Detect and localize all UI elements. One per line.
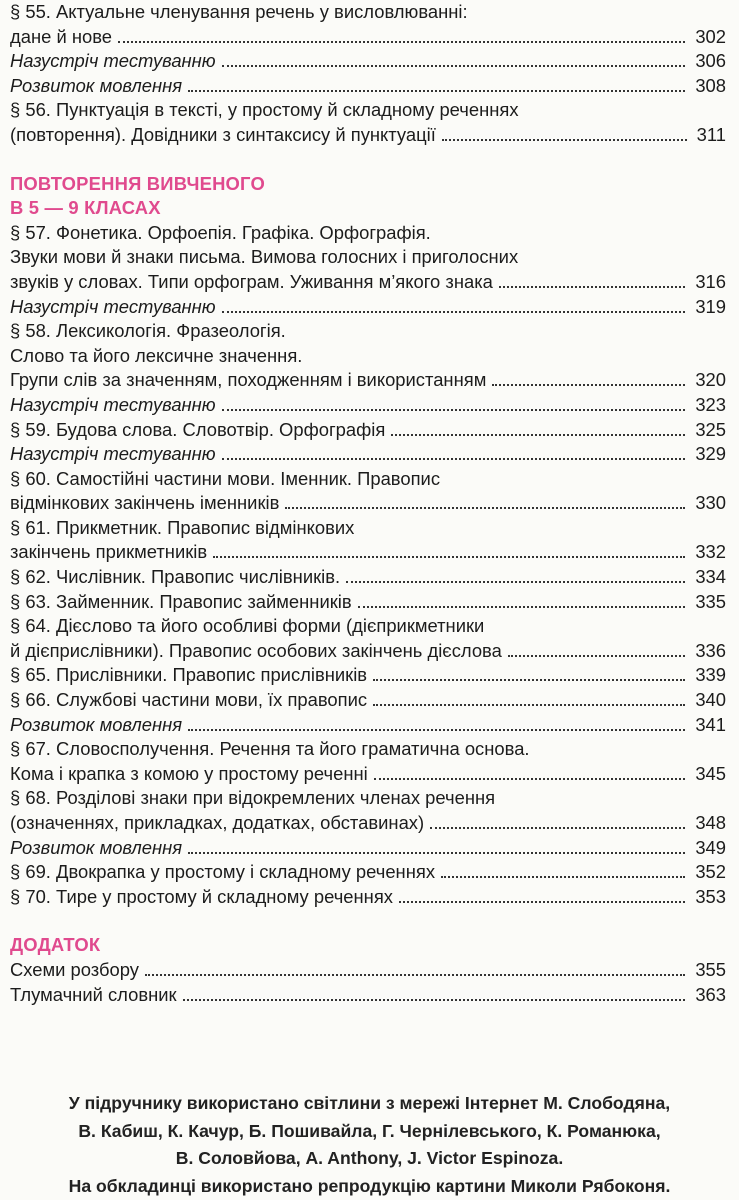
toc-entry-page: 329 <box>695 443 726 465</box>
dot-leader <box>499 285 685 288</box>
dot-leader <box>222 408 686 411</box>
toc-entry-title: § 64. Дієслово та його особливі форми (дієприкметники <box>10 615 485 637</box>
dot-leader <box>373 678 685 681</box>
toc-entry-title: дане й нове <box>10 25 113 47</box>
toc-entry-title: § 63. Займенник. Правопис займенників <box>10 590 352 612</box>
dot-leader <box>508 654 685 657</box>
credits-line: У підручнику використано світлини з мережі Інтернет М. Слободяна, <box>68 1093 671 1113</box>
toc-entry-page: 319 <box>695 295 726 317</box>
dot-leader <box>222 457 686 460</box>
toc-entry <box>10 688 726 713</box>
dot-leader <box>441 875 685 878</box>
toc-entry-page: 352 <box>695 861 726 883</box>
toc-entry-page: 311 <box>696 123 726 145</box>
table-of-contents <box>10 0 726 1007</box>
toc-entry-page: 320 <box>695 369 726 391</box>
dot-leader <box>285 506 685 509</box>
toc-entry-title: звуків у словах. Типи орфограм. Уживання м’якого знака <box>10 270 493 292</box>
toc-entry <box>10 270 726 295</box>
toc-appendix-list <box>10 958 726 1007</box>
toc-entry-title: Назустріч тестуванню <box>10 295 216 317</box>
toc-entry-title: § 60. Самостійні частини мови. Іменник. Правопис <box>10 467 441 489</box>
toc-entry-page: 348 <box>695 812 726 833</box>
toc-entry-page: 323 <box>695 393 726 415</box>
toc-entry <box>10 885 726 910</box>
toc-entry <box>10 123 726 148</box>
toc-entry <box>10 811 726 836</box>
toc-entry <box>10 565 726 590</box>
toc-entry-title: Розвиток мовлення <box>10 74 183 96</box>
toc-entry <box>10 983 726 1008</box>
dot-leader <box>373 703 685 706</box>
toc-entry-title: § 65. Прислівники. Правопис прислівників <box>10 664 368 686</box>
toc-entry <box>10 713 726 738</box>
section-heading-appendix: ДОДАТОК <box>10 934 101 956</box>
dot-leader <box>188 728 685 731</box>
dot-leader <box>145 973 685 976</box>
toc-entry <box>10 245 726 270</box>
toc-entry-title: Групи слів за значенням, походженням і використанням <box>10 369 487 391</box>
toc-entry-title: § 59. Будова слова. Словотвір. Орфографія <box>10 418 386 440</box>
photo-credits <box>0 1090 739 1200</box>
toc-entry <box>10 344 726 369</box>
dot-leader <box>188 89 685 92</box>
credits-line: В. Кабиш, К. Качур, Б. Пошивайла, Г. Чернілевського, К. Романюка, <box>78 1120 661 1141</box>
toc-entry <box>10 319 726 344</box>
toc-entry-page: 308 <box>695 74 726 96</box>
toc-entry <box>10 295 726 320</box>
dot-leader <box>358 605 686 608</box>
toc-entry <box>10 639 726 664</box>
dot-leader <box>442 138 687 141</box>
toc-entry-title: й дієприслівники). Правопис особових закінчень дієслова <box>10 639 502 661</box>
toc-entry-page: 340 <box>695 689 726 711</box>
section-heading-review-line2: В 5 — 9 КЛАСАХ <box>10 197 161 219</box>
toc-entry-page: 345 <box>695 762 726 784</box>
toc-entry-title: § 57. Фонетика. Орфоепія. Графіка. Орфографія. <box>10 221 431 243</box>
dot-leader <box>188 851 685 854</box>
credits-line: В. Соловйова, A. Anthony, J. Victor Espinoza. <box>175 1148 564 1168</box>
toc-entry-title: закінчень прикметників <box>10 541 208 563</box>
dot-leader <box>391 433 685 436</box>
toc-entry-title: (означеннях, прикладках, додатках, обставинах) <box>10 812 425 833</box>
dot-leader <box>492 383 685 386</box>
toc-entry-title: Тлумачний словник <box>10 983 177 1005</box>
toc-entry-title: § 66. Службові частини мови, їх правопис <box>10 689 368 711</box>
toc-entry-page: 325 <box>695 418 726 440</box>
toc-entry <box>10 614 726 639</box>
toc-entry-page: 353 <box>695 885 726 907</box>
toc-entry-title: Назустріч тестуванню <box>10 443 216 465</box>
toc-entry <box>10 25 726 50</box>
toc-entry-page: 330 <box>695 492 726 514</box>
toc-entry <box>10 491 726 516</box>
toc-entry-page: 336 <box>695 639 726 661</box>
toc-entry-page: 332 <box>695 541 726 563</box>
toc-entry <box>10 540 726 565</box>
toc-entry <box>10 49 726 74</box>
toc-entry <box>10 590 726 615</box>
toc-entry <box>10 442 726 467</box>
toc-entry-page: 349 <box>695 836 726 858</box>
dot-leader <box>222 310 686 313</box>
toc-entry <box>10 860 726 885</box>
toc-entry-title: (повторення). Довідники з синтаксису й пунктуації <box>10 123 436 145</box>
toc-entry-page: 363 <box>695 983 726 1005</box>
toc-entry-title: Кома і крапка з комою у простому реченні <box>10 762 368 784</box>
dot-leader <box>374 777 686 780</box>
toc-entry-title: § 68. Розділові знаки при відокремлених членах речення <box>10 787 496 809</box>
toc-entry <box>10 663 726 688</box>
dot-leader <box>399 900 685 903</box>
toc-entry-title: відмінкових закінчень іменників <box>10 492 280 514</box>
dot-leader <box>213 555 685 558</box>
toc-entry-page: 355 <box>695 958 726 980</box>
dot-leader <box>222 64 686 67</box>
toc-review-list <box>10 221 726 910</box>
toc-entry-title: Слово та його лексичне значення. <box>10 344 303 366</box>
dot-leader <box>118 40 685 43</box>
toc-entry-title: Розвиток мовлення <box>10 836 183 858</box>
toc-entry-title: Розвиток мовлення <box>10 713 183 735</box>
toc-entry <box>10 762 726 787</box>
toc-entry <box>10 418 726 443</box>
toc-entry <box>10 836 726 861</box>
toc-entry-title: Звуки мови й знаки письма. Вимова голосних і приголосних <box>10 246 519 268</box>
toc-entry <box>10 221 726 246</box>
toc-entry-title: Схеми розбору <box>10 958 139 980</box>
toc-entry-title: § 56. Пунктуація в тексті, у простому й складному реченнях <box>10 99 519 121</box>
toc-entry-page: 334 <box>695 566 726 588</box>
toc-entry <box>10 0 726 25</box>
dot-leader <box>346 580 685 583</box>
toc-entry-page: 339 <box>695 664 726 686</box>
toc-entry-title: § 70. Тире у простому й складному реченнях <box>10 885 393 907</box>
toc-entry <box>10 393 726 418</box>
dot-leader <box>183 998 686 1001</box>
toc-entry <box>10 516 726 541</box>
toc-entry <box>10 98 726 123</box>
toc-entry <box>10 786 726 811</box>
toc-entry-page: 302 <box>695 25 726 47</box>
toc-entry-page: 335 <box>695 590 726 612</box>
toc-entry-title: § 61. Прикметник. Правопис відмінкових <box>10 516 355 538</box>
toc-entry-title: § 62. Числівник. Правопис числівників. <box>10 566 341 588</box>
toc-entry-page: 316 <box>695 270 726 292</box>
credits-line: На обкладинці використано репродукцію картини Миколи Рябоконя. <box>68 1175 671 1196</box>
toc-top-list <box>10 0 726 148</box>
toc-entry <box>10 737 726 762</box>
toc-entry-title: Назустріч тестуванню <box>10 50 216 72</box>
toc-entry <box>10 958 726 983</box>
toc-entry <box>10 368 726 393</box>
toc-entry-title: Назустріч тестуванню <box>10 393 216 415</box>
toc-entry-page: 306 <box>695 50 726 72</box>
toc-entry-title: § 58. Лексикологія. Фразеологія. <box>10 320 286 342</box>
toc-entry <box>10 467 726 492</box>
toc-entry-page: 341 <box>695 713 726 735</box>
toc-entry-title: § 69. Двокрапка у простому і складному реченнях <box>10 861 436 883</box>
toc-entry-title: § 67. Словосполучення. Речення та його граматична основа. <box>10 738 530 760</box>
dot-leader <box>430 826 685 829</box>
section-heading-review-line1: ПОВТОРЕННЯ ВИВЧЕНОГО <box>10 172 265 194</box>
toc-entry <box>10 74 726 99</box>
toc-entry-title: § 55. Актуальне членування речень у висловлюванні: <box>10 1 468 22</box>
